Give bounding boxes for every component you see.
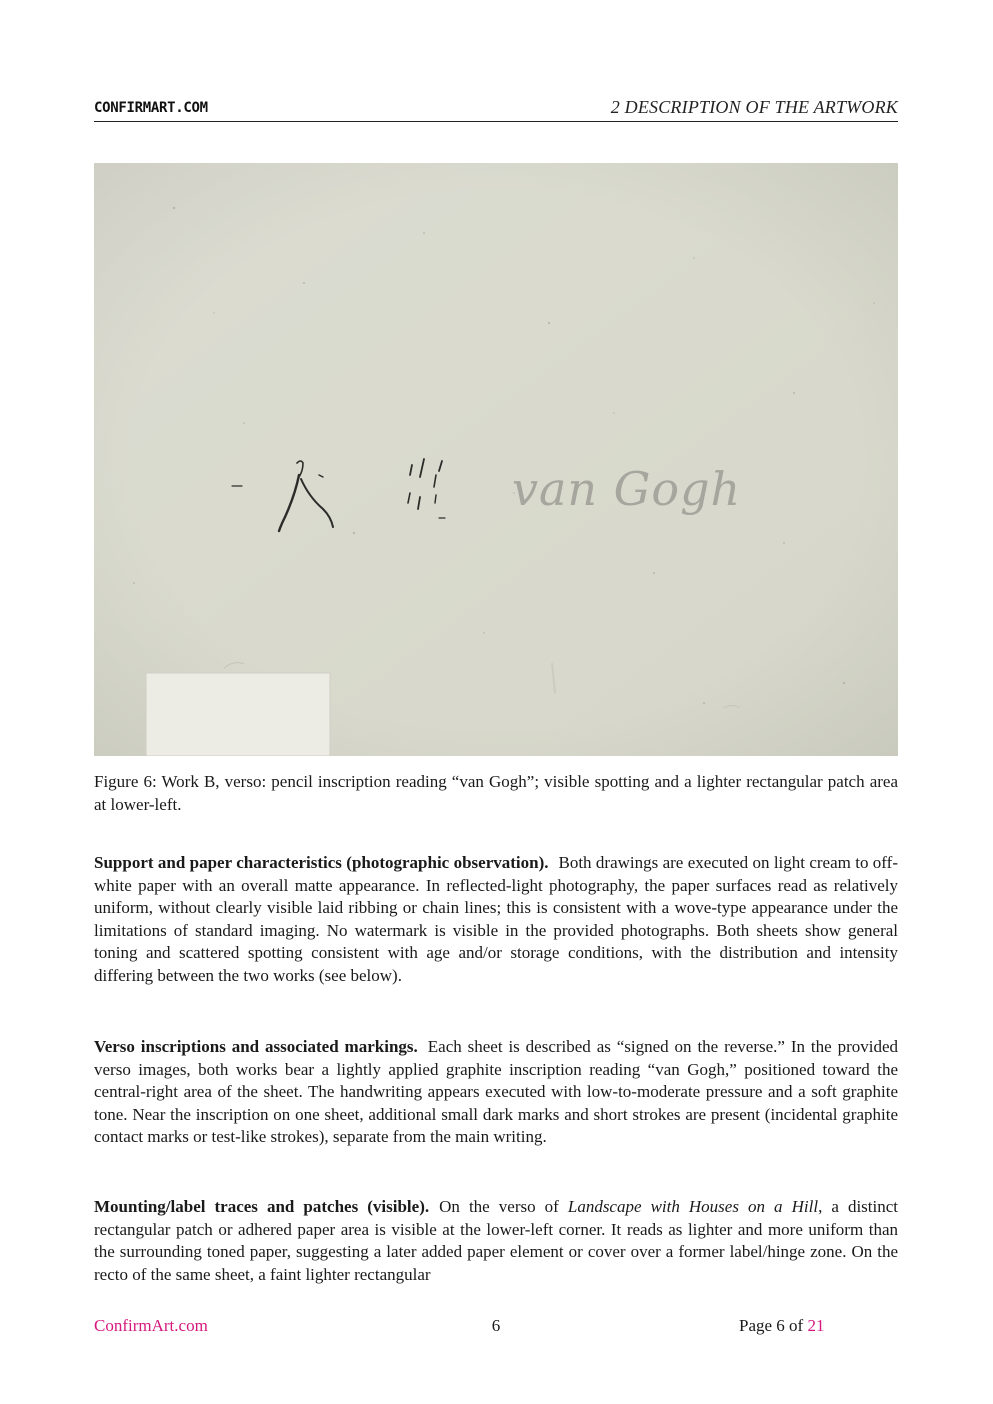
van-gogh-inscription: van Gogh bbox=[512, 462, 742, 516]
figure-caption: Figure 6: Work B, verso: pencil inscription reading “van Gogh”; visible spotting and a lighter rectangular patch area at lower-left. bbox=[94, 772, 898, 814]
paragraph-heading: Verso inscriptions and associated markings. bbox=[94, 1037, 418, 1056]
verso-photo bbox=[94, 163, 898, 756]
paragraph-verso-inscriptions bbox=[94, 1036, 898, 1149]
footer-page-of bbox=[739, 1316, 824, 1336]
figure-photograph bbox=[94, 163, 898, 756]
footer-site-link[interactable]: ConfirmArt.com bbox=[94, 1316, 208, 1335]
paragraph-body: On the verso of bbox=[439, 1197, 568, 1216]
paragraph-heading: Support and paper characteristics (photographic observation). bbox=[94, 853, 549, 872]
section-title: 2 DESCRIPTION OF THE ARTWORK bbox=[610, 97, 898, 117]
paragraph-body: Both drawings are executed on light cream to off-white paper with an overall matte appearance. In reflected-light photography, the paper surfaces read as relatively uniform, without clearly visible laid ribbing or chain lines; this is consistent with a wove-type appearance under the limitations of standard imaging. No watermark is visible in the provided photographs. Both sheets show general toning and scattered spotting consistent with age and/or storage conditions, with the distribution and intensity differing between the two works (see below). bbox=[94, 853, 898, 985]
page-of-label: Page 6 of bbox=[739, 1316, 808, 1335]
paragraph-mounting-traces bbox=[94, 1196, 898, 1286]
paragraph-body: Each sheet is described as “signed on the reverse.” In the provided verso images, both works bear a lightly applied graphite inscription reading “van Gogh,” positioned toward the central-right area of the sheet. The handwriting appears executed with low-to-moderate pressure and a soft graphite tone. Near the inscription on one sheet, additional small dark marks and short strokes are present (incidental graphite contact marks or test-like strokes), separate from the main writing. bbox=[94, 1037, 898, 1147]
paragraph-support-paper bbox=[94, 852, 898, 988]
confirmart-logo: CONFIRMART.COM bbox=[94, 100, 208, 116]
artwork-title: Landscape with Houses on a Hill bbox=[567, 1197, 819, 1216]
running-header bbox=[94, 97, 898, 122]
paragraph-heading: Mounting/label traces and patches (visible). bbox=[94, 1197, 430, 1216]
light-patch bbox=[146, 673, 330, 756]
footer-page-number: 6 bbox=[491, 1316, 501, 1335]
paragraph-body: , a distinct rectangular patch or adhered paper area is visible at the lower-left corner. It reads as lighter and more uniform than the surrounding toned paper, suggesting a later added paper element or cover over a former label/hinge zone. On the recto of the same sheet, a faint lighter rectangular bbox=[94, 1197, 898, 1284]
total-pages-link[interactable]: 21 bbox=[807, 1316, 825, 1335]
page-footer bbox=[94, 1316, 898, 1340]
